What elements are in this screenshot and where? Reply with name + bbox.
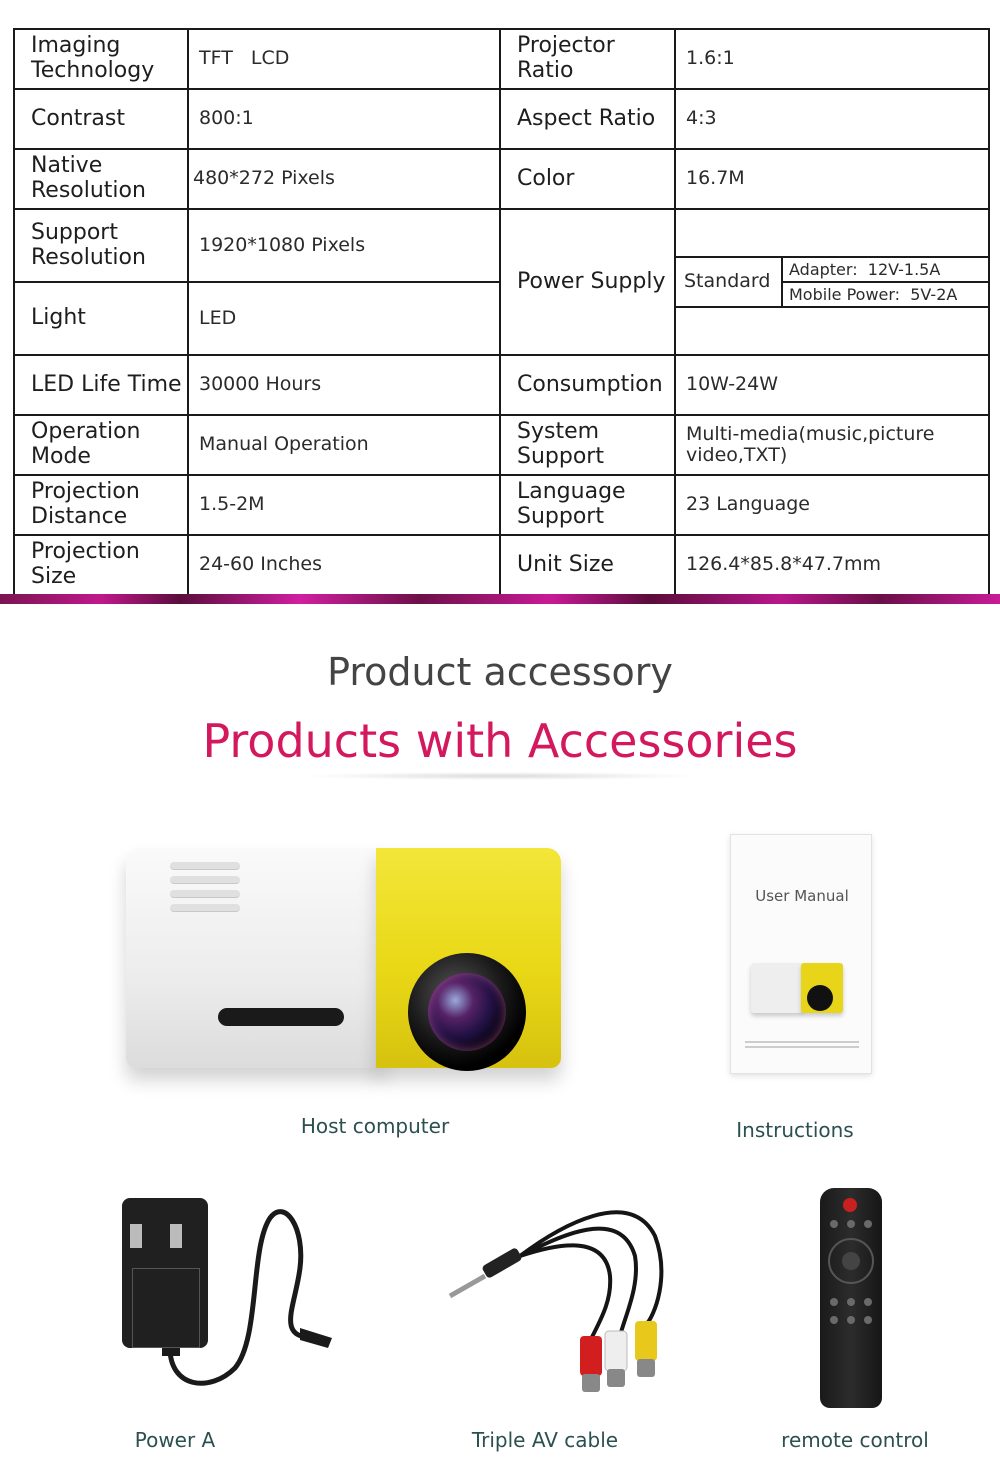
manual-cover-title: User Manual [755, 887, 849, 905]
spec-value-projection-size: 24-60 Inches [188, 535, 500, 595]
spec-label-power-supply: Power Supply [500, 209, 675, 355]
section-title: Products with Accessories [202, 714, 798, 768]
spec-label-operation-mode: Operation Mode [14, 415, 188, 475]
spec-value-contrast: 800:1 [188, 89, 500, 149]
spec-label-imaging-technology: Imaging Technology [14, 29, 188, 89]
projector-vent [218, 1008, 344, 1026]
spec-label-unit-size: Unit Size [500, 535, 675, 595]
av-cable-icon [440, 1196, 680, 1406]
spec-label-consumption: Consumption [500, 355, 675, 415]
spec-value-consumption: 10W-24W [675, 355, 989, 415]
spec-label-language-support: Language Support [500, 475, 675, 535]
spec-label-contrast: Contrast [14, 89, 188, 149]
spec-value-aspect-ratio: 4:3 [675, 89, 989, 149]
spec-table [13, 28, 990, 596]
spec-value-operation-mode: Manual Operation [188, 415, 500, 475]
power-mobile-value: Mobile Power: 5V-2A [789, 284, 958, 304]
spec-label-projection-distance: Projection Distance [14, 475, 188, 535]
spec-value-power-supply [675, 209, 989, 355]
remote-ok-icon [842, 1252, 860, 1270]
spec-label-support-resolution: Support Resolution [14, 209, 188, 282]
spec-label-projection-size: Projection Size [14, 535, 188, 595]
spec-value-imaging-technology: TFT LCD [188, 29, 500, 89]
spec-value-native-resolution: 480*272 Pixels [188, 149, 500, 209]
av-cable-image [440, 1196, 680, 1406]
title-shadow [300, 772, 700, 780]
manual-projector-icon [751, 955, 851, 1025]
spec-label-led-life-time: LED Life Time [14, 355, 188, 415]
caption-host-computer: Host computer [300, 1114, 450, 1138]
projector-white-body [126, 848, 384, 1068]
spec-value-light: LED [188, 282, 500, 355]
spec-value-system-support: Multi-media(music,picture video,TXT) [675, 415, 989, 475]
spec-value-projector-ratio: 1.6:1 [675, 29, 989, 89]
caption-remote-control: remote control [781, 1428, 929, 1452]
projector-buttons [170, 862, 240, 920]
power-adapter-value: Adapter: 12V-1.5A [783, 258, 988, 283]
manual-fine-print [745, 1041, 859, 1049]
power-adapter-image [100, 1188, 350, 1398]
remote-control-image [820, 1188, 882, 1408]
spec-value-support-resolution: 1920*1080 Pixels [188, 209, 500, 282]
power-standard-label: Standard [676, 258, 783, 306]
section-subtitle: Product accessory [327, 650, 673, 694]
user-manual-image [730, 834, 872, 1074]
projector-lens-icon [408, 953, 526, 1071]
spec-value-projection-distance: 1.5-2M [188, 475, 500, 535]
spec-value-led-life-time: 30000 Hours [188, 355, 500, 415]
spec-label-aspect-ratio: Aspect Ratio [500, 89, 675, 149]
spec-label-light: Light [14, 282, 188, 355]
caption-av-cable: Triple AV cable [471, 1428, 619, 1452]
spec-value-language-support: 23 Language [675, 475, 989, 535]
power-supply-box [676, 210, 988, 354]
spec-value-unit-size: 126.4*85.8*47.7mm [675, 535, 989, 595]
spec-label-projector-ratio: Projector Ratio [500, 29, 675, 89]
spec-label-color: Color [500, 149, 675, 209]
projector-image [118, 838, 568, 1088]
remote-power-icon [843, 1198, 857, 1212]
spec-value-color: 16.7M [675, 149, 989, 209]
section-divider [0, 594, 1000, 604]
spec-label-system-support: System Support [500, 415, 675, 475]
spec-label-native-resolution: Native Resolution [14, 149, 188, 209]
caption-instructions: Instructions [736, 1118, 854, 1142]
caption-power-adapter: Power A [134, 1428, 216, 1452]
adapter-body [122, 1198, 208, 1348]
